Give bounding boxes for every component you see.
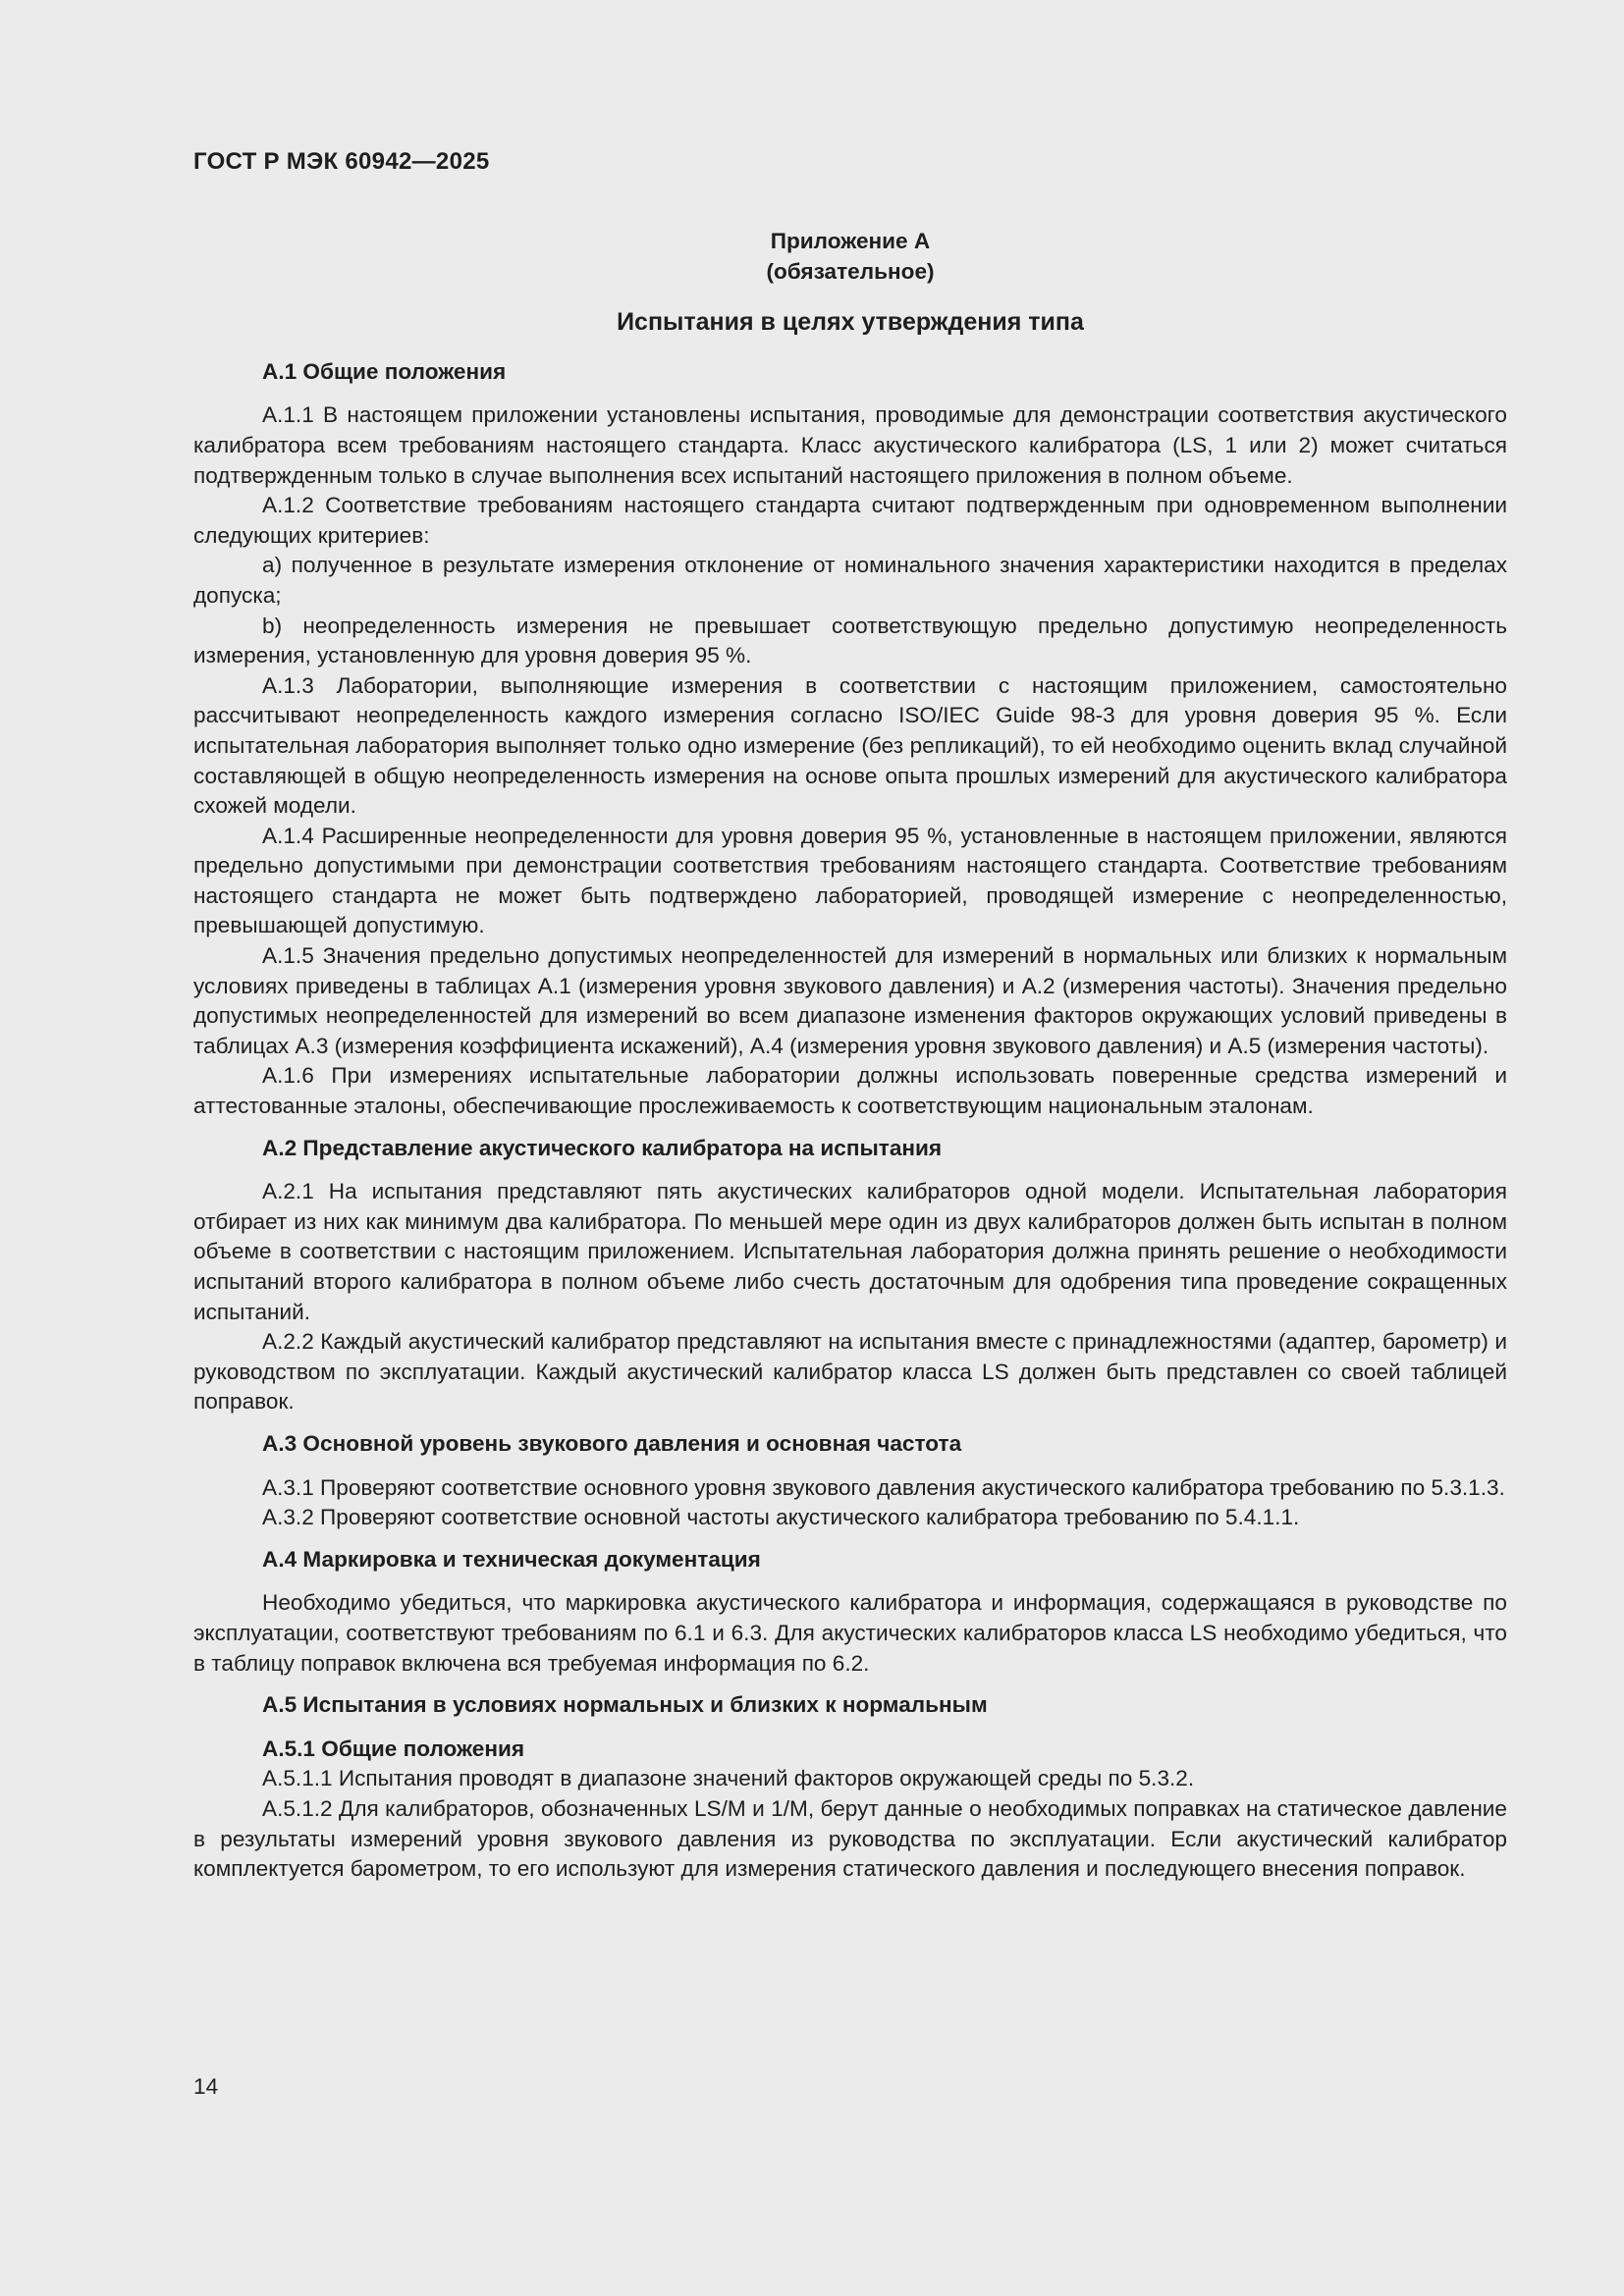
paragraph-a2-1: А.2.1 На испытания представляют пять акустических калибраторов одной модели. Испытательная лаборатория отбирает из них как минимум два калибратора. По меньшей мере один из двух калибраторов должен быть испытан в полном объеме в соответствии с настоящим приложением. Испытательная лаборатория должна принять решение о необходимости испытаний второго калибратора в полном объеме либо счесть достаточным для одобрения типа проведение сокращенных испытаний. — [193, 1179, 1507, 1324]
annex-title: Приложение А — [770, 229, 931, 253]
paragraph-a2-2: А.2.2 Каждый акустический калибратор представляют на испытания вместе с принадлежностями (адаптер, барометр) и руководством по эксплуатации. Каждый акустический калибратор класса LS должен быть представлен со своей таблицей поправок. — [193, 1329, 1507, 1415]
section-heading-a4: А.4 Маркировка и техническая документация — [262, 1546, 761, 1572]
subsection-heading-a5-1: А.5.1 Общие положения — [262, 1735, 525, 1761]
section-heading-a2: А.2 Представление акустического калибратора на испытания — [262, 1135, 943, 1160]
paragraph-a1-2: А.1.2 Соответствие требованиям настоящего стандарта считают подтвержденным при одновременном выполнении следующих критериев: — [193, 493, 1507, 548]
annex-heading: Испытания в целях утверждения типа — [617, 308, 1084, 337]
list-item-a1-2-b: b) неопределенность измерения не превышает соответствующую предельно допустимую неопределенность измерения, установленную для уровня доверия 95 %. — [193, 613, 1507, 668]
paragraph-a1-1: А.1.1 В настоящем приложении установлены испытания, проводимые для демонстрации соответствия акустического калибратора всем требованиям настоящего стандарта. Класс акустического калибратора (LS, 1 или 2) может считаться подтвержденным только в случае выполнения всех испытаний настоящего приложения в полном объеме. — [193, 402, 1507, 488]
paragraph-a4-1: Необходимо убедиться, что маркировка акустического калибратора и информация, содержащаяся в руководстве по эксплуатации, соответствуют требованиям по 6.1 и 6.3. Для акустических калибраторов класса LS необходимо убедиться, что в таблицу поправок включена вся требуемая информация по 6.2. — [193, 1590, 1507, 1676]
paragraph-a5-1-2: А.5.1.2 Для калибраторов, обозначенных LS/M и 1/M, берут данные о необходимых поправках на статическое давление в результаты измерений уровня звукового давления из руководства по эксплуатации. Если акустический калибратор комплектуется барометром, то его используют для измерения статического давления и последующего внесения поправок. — [193, 1795, 1507, 1882]
list-item-a1-2-a: a) полученное в результате измерения отклонение от номинального значения характеристики находится в пределах допуска; — [193, 553, 1507, 608]
paragraph-a1-4: А.1.4 Расширенные неопределенности для уровня доверия 95 %, установленные в настоящем приложении, являются предельно допустимыми при демонстрации соответствия требованиям настоящего стандарта. Соответствие требованиям настоящего стандарта не может быть подтверждено лабораторией, проводящей измерение с неопределенностью, превышающей допустимую. — [193, 823, 1507, 938]
paragraph-a3-2: А.3.2 Проверяют соответствие основной частоты акустического калибратора требованию по 5.4.1.1. — [262, 1505, 1300, 1530]
page-content — [193, 227, 1507, 1885]
section-heading-a1: А.1 Общие положения — [262, 358, 507, 384]
section-heading-a3: А.3 Основной уровень звукового давления и основная частота — [262, 1430, 962, 1456]
annex-status: (обязательное) — [766, 258, 935, 284]
paragraph-a3-1: А.3.1 Проверяют соответствие основного уровня звукового давления акустического калибратора требованию по 5.3.1.3. — [262, 1474, 1505, 1500]
section-heading-a5: А.5 Испытания в условиях нормальных и близких к нормальным — [262, 1692, 988, 1718]
paragraph-a1-3: А.1.3 Лаборатории, выполняющие измерения в соответствии с настоящим приложением, самостоятельно рассчитывают неопределенность каждого измерения согласно ISO/IEC Guide 98-3 для уровня доверия 95 %. Если испытательная лаборатория выполняет только одно измерение (без репликаций), то ей необходимо оценить вклад случайной составляющей в общую неопределенность измерения на основе опыта прошлых измерений для акустического калибратора схожей модели. — [193, 672, 1507, 819]
paragraph-a1-5: А.1.5 Значения предельно допустимых неопределенностей для измерений в нормальных или близких к нормальным условиях приведены в таблицах А.1 (измерения уровня звукового давления) и А.2 (измерения частоты). Значения предельно допустимых неопределенностей для измерений во всем диапазоне изменения факторов окружающих условий приведены в таблицах А.3 (измерения коэффициента искажений), А.4 (измерения уровня звукового давления) и А.5 (измерения частоты). — [193, 943, 1507, 1058]
paragraph-a5-1-1: А.5.1.1 Испытания проводят в диапазоне значений факторов окружающей среды по 5.3.2. — [262, 1766, 1195, 1791]
document-number-header: ГОСТ Р МЭК 60942—2025 — [193, 148, 490, 175]
paragraph-a1-6: А.1.6 При измерениях испытательные лаборатории должны использовать поверенные средства измерений и аттестованные эталоны, обеспечивающие прослеживаемость к соответствующим национальным эталонам. — [193, 1063, 1507, 1119]
page-number: 14 — [193, 2074, 219, 2099]
